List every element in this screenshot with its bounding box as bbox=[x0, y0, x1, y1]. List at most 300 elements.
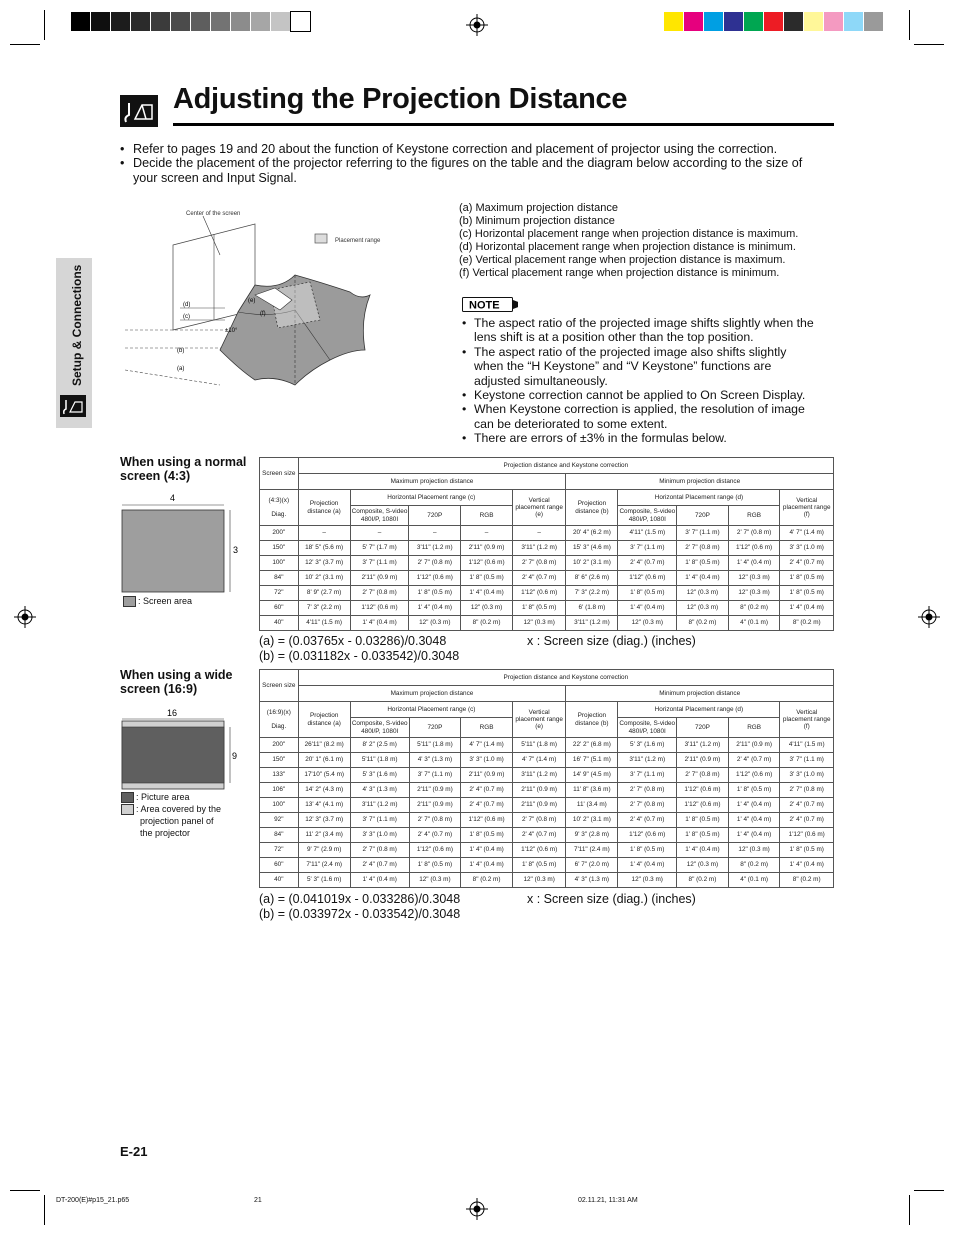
table-cell: 4'11" (1.5 m) bbox=[618, 526, 677, 541]
table-cell: 200" bbox=[260, 526, 299, 541]
table-cell: 60" bbox=[260, 858, 299, 873]
table-cell: 2' 4" (0.7 m) bbox=[350, 858, 409, 873]
crop-mark bbox=[44, 1195, 45, 1225]
table-cell: 7' 3" (2.2 m) bbox=[298, 601, 350, 616]
table-cell: 5' 7" (1.7 m) bbox=[350, 541, 409, 556]
calibration-swatch bbox=[744, 12, 763, 31]
note-label: NOTE bbox=[469, 299, 500, 312]
table-cell: 72" bbox=[260, 586, 299, 601]
table-cell: 10' 2" (3.1 m) bbox=[566, 556, 618, 571]
col-composite: Composite, S-video 480I/P, 1080I bbox=[350, 506, 409, 526]
col-rgb: RGB bbox=[728, 506, 780, 526]
table-cell: 92" bbox=[260, 813, 299, 828]
table-cell: 4'11" (1.5 m) bbox=[780, 738, 834, 753]
table-cell: 12" (0.3 m) bbox=[728, 586, 780, 601]
table-cell: 16' 7" (5.1 m) bbox=[566, 753, 618, 768]
footer-timestamp: 02.11.21, 11:31 AM bbox=[578, 1197, 638, 1204]
table-cell: 12" (0.3 m) bbox=[512, 616, 565, 631]
table-cell: 26'11" (8.2 m) bbox=[298, 738, 350, 753]
col-max: Maximum projection distance bbox=[298, 474, 566, 490]
table-cell: 1'12" (0.6 m) bbox=[728, 768, 780, 783]
diagram-label-e: (e) bbox=[248, 298, 256, 304]
col-screen-size: Screen size bbox=[260, 458, 299, 490]
calibration-swatch bbox=[71, 12, 90, 31]
note-item: • When Keystone correction is applied, the resolution of image can be deteriorated to some extent. bbox=[462, 402, 805, 431]
calibration-swatch bbox=[251, 12, 270, 31]
table-cell: 1' 4" (0.4 m) bbox=[728, 798, 780, 813]
table-cell: 11' (3.4 m) bbox=[566, 798, 618, 813]
normal-width-label: 4 bbox=[170, 493, 176, 503]
table-cell: 2' 4" (0.7 m) bbox=[780, 556, 834, 571]
table-cell: 12" (0.3 m) bbox=[512, 873, 565, 888]
footer-page: 21 bbox=[254, 1197, 262, 1204]
table-cell: 12" (0.3 m) bbox=[677, 601, 729, 616]
table-cell: 2' 7" (0.8 m) bbox=[780, 783, 834, 798]
calibration-swatch bbox=[151, 12, 170, 31]
table-cell: 5' 3" (1.6 m) bbox=[298, 873, 350, 888]
table-row bbox=[260, 586, 834, 601]
table-cell: 14' 9" (4.5 m) bbox=[566, 768, 618, 783]
table-cell: 2'11" (0.9 m) bbox=[677, 753, 729, 768]
table-cell: 1'12" (0.6 m) bbox=[409, 843, 461, 858]
col-720p: 720P bbox=[677, 718, 729, 738]
col-group: Projection distance and Keystone correction bbox=[298, 458, 833, 474]
table-cell: 2' 7" (0.8 m) bbox=[677, 541, 729, 556]
col-720p: 720P bbox=[677, 506, 729, 526]
calibration-swatch bbox=[271, 12, 290, 31]
table-row bbox=[260, 738, 834, 753]
table-cell: 1'12" (0.6 m) bbox=[618, 828, 677, 843]
table-cell: 12" (0.3 m) bbox=[728, 843, 780, 858]
table-cell: 3'11" (1.2 m) bbox=[350, 798, 409, 813]
table-cell: 1'12" (0.6 m) bbox=[728, 541, 780, 556]
table-cell: 10' 2" (3.1 m) bbox=[298, 571, 350, 586]
definition-item: (c) Horizontal placement range when projection distance is maximum. bbox=[459, 228, 799, 240]
table-cell: 1'12" (0.6 m) bbox=[350, 601, 409, 616]
table-cell: 1'12" (0.6 m) bbox=[512, 843, 565, 858]
table-cell: 1' 8" (0.5 m) bbox=[618, 586, 677, 601]
col-diag: (4:3)(x) Diag. bbox=[260, 490, 299, 526]
table-cell: 6' (1.8 m) bbox=[566, 601, 618, 616]
table-cell: 7' 3" (2.2 m) bbox=[566, 586, 618, 601]
calibration-swatch bbox=[724, 12, 743, 31]
col-composite: Composite, S-video 480I/P, 1080I bbox=[618, 506, 677, 526]
col-min: Minimum projection distance bbox=[566, 686, 834, 702]
table-cell: 4" (0.1 m) bbox=[728, 616, 780, 631]
registration-mark-icon bbox=[14, 606, 36, 628]
table-cell: 12" (0.3 m) bbox=[618, 616, 677, 631]
table-cell: 1' 8" (0.5 m) bbox=[677, 813, 729, 828]
table-cell: 84" bbox=[260, 571, 299, 586]
col-composite: Composite, S-video 480I/P, 1080I bbox=[350, 718, 409, 738]
table-cell: 4' 7" (1.4 m) bbox=[461, 738, 513, 753]
table-row bbox=[260, 616, 834, 631]
calibration-swatch bbox=[131, 12, 150, 31]
calibration-swatch bbox=[231, 12, 250, 31]
table-cell: 2' 4" (0.7 m) bbox=[780, 813, 834, 828]
table-cell: 72" bbox=[260, 843, 299, 858]
table-cell: 20' 4" (6.2 m) bbox=[566, 526, 618, 541]
normal-legend: : Screen area bbox=[123, 595, 192, 607]
table-cell: 1'12" (0.6 m) bbox=[512, 586, 565, 601]
table-cell: – bbox=[409, 526, 461, 541]
table-cell: 1' 8" (0.5 m) bbox=[728, 783, 780, 798]
table-cell: 1'12" (0.6 m) bbox=[780, 828, 834, 843]
table-row bbox=[260, 798, 834, 813]
table-cell: 3' 7" (1.1 m) bbox=[618, 541, 677, 556]
table-cell: 2'11" (0.9 m) bbox=[728, 738, 780, 753]
table-cell: 12" (0.3 m) bbox=[618, 873, 677, 888]
col-proj-b: Projection distance (b) bbox=[566, 702, 618, 738]
crop-mark bbox=[44, 10, 45, 40]
table-cell: 10' 2" (3.1 m) bbox=[566, 813, 618, 828]
table-cell: 12" (0.3 m) bbox=[728, 571, 780, 586]
table-cell: 3' 7" (1.1 m) bbox=[618, 768, 677, 783]
table-cell: 1' 8" (0.5 m) bbox=[512, 601, 565, 616]
formula-b: (b) = (0.031182x - 0.033542)/0.3048 bbox=[259, 649, 460, 663]
table-cell: 2' 7" (0.8 m) bbox=[728, 526, 780, 541]
table-cell: 5' 3" (1.6 m) bbox=[350, 768, 409, 783]
note-item: • The aspect ratio of the projected image also shifts slightly when the “H Keystone” and “V Keystone” functions are adjusted simultaneously. bbox=[462, 344, 787, 388]
table-cell: 2' 7" (0.8 m) bbox=[350, 586, 409, 601]
table-cell: 2' 7" (0.8 m) bbox=[409, 556, 461, 571]
table-cell: 2'11" (0.9 m) bbox=[409, 783, 461, 798]
definitions-list bbox=[459, 202, 798, 280]
table-cell: 2'11" (0.9 m) bbox=[461, 541, 513, 556]
table-cell: 11' 2" (3.4 m) bbox=[298, 828, 350, 843]
col-group: Projection distance and Keystone correction bbox=[298, 670, 833, 686]
table-cell: 3' 7" (1.1 m) bbox=[350, 813, 409, 828]
calibration-swatch bbox=[824, 12, 843, 31]
table-cell: 3'11" (1.2 m) bbox=[512, 768, 565, 783]
table-cell: 9' 3" (2.8 m) bbox=[566, 828, 618, 843]
table-cell: 3' 3" (1.0 m) bbox=[350, 828, 409, 843]
calibration-swatch bbox=[804, 12, 823, 31]
table-cell: 2'11" (0.9 m) bbox=[461, 768, 513, 783]
table-cell: 8" (0.2 m) bbox=[728, 601, 780, 616]
table-cell: 8" (0.2 m) bbox=[461, 616, 513, 631]
table-cell: 12' 3" (3.7 m) bbox=[298, 813, 350, 828]
panel-area-swatch bbox=[121, 804, 134, 815]
table-cell: 8" (0.2 m) bbox=[461, 873, 513, 888]
table-cell: 8' 6" (2.6 m) bbox=[566, 571, 618, 586]
table-cell: 5'11" (1.8 m) bbox=[409, 738, 461, 753]
table-cell: 2' 7" (0.8 m) bbox=[618, 798, 677, 813]
table-row bbox=[260, 828, 834, 843]
table-row bbox=[260, 768, 834, 783]
wide-screen-table bbox=[259, 669, 834, 888]
definition-item: (b) Minimum projection distance bbox=[459, 215, 615, 227]
calibration-swatch bbox=[664, 12, 683, 31]
formula-a: (a) = (0.041019x - 0.033286)/0.3048 bbox=[259, 892, 461, 906]
title-rule bbox=[173, 123, 834, 126]
formula-x: x : Screen size (diag.) (inches) bbox=[527, 892, 696, 906]
diagram-label-placement: Placement range bbox=[335, 238, 381, 244]
table-row bbox=[260, 783, 834, 798]
table-cell: 1' 8" (0.5 m) bbox=[461, 828, 513, 843]
table-cell: 4' 3" (1.3 m) bbox=[409, 753, 461, 768]
table-row bbox=[260, 858, 834, 873]
projector-setup-icon bbox=[120, 95, 158, 127]
table-cell: 150" bbox=[260, 541, 299, 556]
table-row bbox=[260, 843, 834, 858]
diagram-label-d: (d) bbox=[183, 302, 191, 308]
table-cell: 8" (0.2 m) bbox=[780, 873, 834, 888]
table-cell: 4' 7" (1.4 m) bbox=[512, 753, 565, 768]
table-cell: 1' 4" (0.4 m) bbox=[780, 601, 834, 616]
table-cell: 5' 3" (1.6 m) bbox=[618, 738, 677, 753]
registration-mark-icon bbox=[466, 14, 488, 36]
table-cell: 3' 7" (1.1 m) bbox=[409, 768, 461, 783]
table-cell: 3' 3" (1.0 m) bbox=[780, 541, 834, 556]
table-cell: 2' 4" (0.7 m) bbox=[461, 798, 513, 813]
normal-height-label: 3 bbox=[233, 545, 239, 555]
table-cell: 4' 3" (1.3 m) bbox=[566, 873, 618, 888]
table-cell: 3' 7" (1.1 m) bbox=[350, 556, 409, 571]
calibration-swatch bbox=[684, 12, 703, 31]
table-cell: 2'11" (0.9 m) bbox=[512, 783, 565, 798]
table-cell: 1' 4" (0.4 m) bbox=[461, 843, 513, 858]
table-cell: 1' 4" (0.4 m) bbox=[461, 586, 513, 601]
table-cell: 106" bbox=[260, 783, 299, 798]
table-cell: 1' 4" (0.4 m) bbox=[350, 873, 409, 888]
diagram-label-center: Center of the screen bbox=[186, 211, 241, 217]
table-cell: 1' 4" (0.4 m) bbox=[728, 813, 780, 828]
col-720p: 720P bbox=[409, 718, 461, 738]
col-rgb: RGB bbox=[461, 718, 513, 738]
table-cell: 17'10" (5.4 m) bbox=[298, 768, 350, 783]
calibration-swatch bbox=[191, 12, 210, 31]
col-max: Maximum projection distance bbox=[298, 686, 566, 702]
note-item: • There are errors of ±3% in the formulas below. bbox=[462, 431, 727, 446]
col-proj-a: Projection distance (a) bbox=[298, 490, 350, 526]
intro-bullet: • Refer to pages 19 and 20 about the function of Keystone correction and placement of projector using the correction. bbox=[120, 142, 778, 156]
table-cell: 2' 4" (0.7 m) bbox=[618, 813, 677, 828]
definition-item: (d) Horizontal placement range when projection distance is minimum. bbox=[459, 241, 796, 253]
table-cell: 2' 4" (0.7 m) bbox=[780, 798, 834, 813]
table-cell: 12" (0.3 m) bbox=[677, 586, 729, 601]
table-cell: 15' 3" (4.6 m) bbox=[566, 541, 618, 556]
col-vert-e: Vertical placement range (e) bbox=[512, 490, 565, 526]
table-cell: 1'12" (0.6 m) bbox=[677, 798, 729, 813]
table-cell: 22' 2" (6.8 m) bbox=[566, 738, 618, 753]
crop-mark bbox=[909, 1195, 910, 1225]
calibration-swatch bbox=[864, 12, 883, 31]
diagram-label-b: (b) bbox=[177, 348, 185, 354]
table-cell: 5'11" (1.8 m) bbox=[512, 738, 565, 753]
table-cell: 3' 3" (1.0 m) bbox=[461, 753, 513, 768]
wide-height-label: 9 bbox=[232, 751, 238, 761]
table-cell: 1'12" (0.6 m) bbox=[409, 571, 461, 586]
note-badge bbox=[462, 297, 518, 312]
table-cell: 2' 7" (0.8 m) bbox=[350, 843, 409, 858]
table-cell: 12' 3" (3.7 m) bbox=[298, 556, 350, 571]
col-720p: 720P bbox=[409, 506, 461, 526]
table-cell: 40" bbox=[260, 616, 299, 631]
table-cell: 3'11" (1.2 m) bbox=[618, 753, 677, 768]
calibration-swatch bbox=[211, 12, 230, 31]
table-cell: 8' 2" (2.5 m) bbox=[350, 738, 409, 753]
calibration-swatch bbox=[764, 12, 783, 31]
table-cell: 3' 7" (1.1 m) bbox=[677, 526, 729, 541]
normal-screen-table bbox=[259, 457, 834, 631]
col-proj-a: Projection distance (a) bbox=[298, 702, 350, 738]
table-cell: 84" bbox=[260, 828, 299, 843]
table-cell: 14' 2" (4.3 m) bbox=[298, 783, 350, 798]
table-cell: 1' 4" (0.4 m) bbox=[780, 858, 834, 873]
formula-x: x : Screen size (diag.) (inches) bbox=[527, 634, 696, 648]
calibration-swatch bbox=[91, 12, 110, 31]
table-cell: 1'12" (0.6 m) bbox=[461, 813, 513, 828]
table-cell: 20' 1" (6.1 m) bbox=[298, 753, 350, 768]
table-cell: 8" (0.2 m) bbox=[677, 873, 729, 888]
col-hor-d: Horizontal Placement range (d) bbox=[618, 490, 780, 506]
table-cell: 1' 8" (0.5 m) bbox=[409, 858, 461, 873]
table-row bbox=[260, 571, 834, 586]
table-row bbox=[260, 601, 834, 616]
diagram-label-c: (c) bbox=[183, 314, 190, 320]
calibration-swatch bbox=[844, 12, 863, 31]
table-cell: 1' 4" (0.4 m) bbox=[677, 571, 729, 586]
page-title: Adjusting the Projection Distance bbox=[173, 83, 628, 115]
table-cell: 4'11" (1.5 m) bbox=[298, 616, 350, 631]
table-cell: 2' 7" (0.8 m) bbox=[512, 813, 565, 828]
table-cell: 200" bbox=[260, 738, 299, 753]
section-tab-label: Setup & Connections bbox=[70, 264, 84, 386]
table-cell: 1' 4" (0.4 m) bbox=[461, 858, 513, 873]
table-cell: 2' 4" (0.7 m) bbox=[618, 556, 677, 571]
placement-range-icon bbox=[315, 234, 327, 243]
table-cell: – bbox=[298, 526, 350, 541]
wide-screen-figure bbox=[118, 705, 248, 795]
table-cell: 9' 7" (2.9 m) bbox=[298, 843, 350, 858]
col-hor-c: Horizontal Placement range (c) bbox=[350, 490, 512, 506]
diagram-label-f: (f) bbox=[260, 311, 266, 317]
screen-area-swatch bbox=[123, 596, 136, 607]
table-cell: 1' 4" (0.4 m) bbox=[677, 843, 729, 858]
formula-a: (a) = (0.03765x - 0.03286)/0.3048 bbox=[259, 634, 447, 648]
table-cell: 7'11" (2.4 m) bbox=[298, 858, 350, 873]
col-diag: (16:9)(x) Diag. bbox=[260, 702, 299, 738]
crop-mark bbox=[914, 44, 944, 45]
table-cell: 2' 4" (0.7 m) bbox=[512, 828, 565, 843]
table-row bbox=[260, 753, 834, 768]
table-row bbox=[260, 541, 834, 556]
wide-screen-heading: When using a wide screen (16:9) bbox=[120, 668, 233, 696]
table-cell: 1' 4" (0.4 m) bbox=[350, 616, 409, 631]
table-cell: 1' 4" (0.4 m) bbox=[728, 556, 780, 571]
table-cell: 100" bbox=[260, 556, 299, 571]
table-cell: 11' 8" (3.6 m) bbox=[566, 783, 618, 798]
table-cell: 60" bbox=[260, 601, 299, 616]
notes-list bbox=[462, 316, 842, 446]
table-cell: 2'11" (0.9 m) bbox=[350, 571, 409, 586]
table-cell: 18' 5" (5.6 m) bbox=[298, 541, 350, 556]
table-cell: 2' 4" (0.7 m) bbox=[728, 753, 780, 768]
projection-distance-diagram bbox=[120, 200, 450, 390]
table-cell: 1' 8" (0.5 m) bbox=[780, 843, 834, 858]
table-cell: 1' 8" (0.5 m) bbox=[409, 586, 461, 601]
table-cell: 1' 8" (0.5 m) bbox=[677, 556, 729, 571]
table-cell: 2' 7" (0.8 m) bbox=[618, 783, 677, 798]
table-row bbox=[260, 873, 834, 888]
table-cell: 1' 8" (0.5 m) bbox=[512, 858, 565, 873]
table-row bbox=[260, 813, 834, 828]
col-screen-size: Screen size bbox=[260, 670, 299, 702]
table-cell: 1' 4" (0.4 m) bbox=[618, 858, 677, 873]
table-cell: 2'11" (0.9 m) bbox=[409, 798, 461, 813]
table-cell: 2' 7" (0.8 m) bbox=[677, 768, 729, 783]
table-cell: 3' 3" (1.0 m) bbox=[780, 768, 834, 783]
table-cell: 3'11" (1.2 m) bbox=[566, 616, 618, 631]
diagram-label-a: (a) bbox=[177, 366, 185, 372]
table-cell: 2' 4" (0.7 m) bbox=[461, 783, 513, 798]
registration-mark-icon bbox=[466, 1198, 488, 1220]
table-cell: 12" (0.3 m) bbox=[409, 616, 461, 631]
table-cell: 2' 4" (0.7 m) bbox=[409, 828, 461, 843]
calibration-swatch bbox=[171, 12, 190, 31]
col-vert-f: Vertical placement range (f) bbox=[780, 490, 834, 526]
table-cell: 1' 8" (0.5 m) bbox=[780, 571, 834, 586]
footer-file: DT-200(E)#p15_21.p65 bbox=[56, 1197, 130, 1204]
table-cell: 8" (0.2 m) bbox=[677, 616, 729, 631]
col-vert-f: Vertical placement range (f) bbox=[780, 702, 834, 738]
table-cell: 12" (0.3 m) bbox=[409, 873, 461, 888]
table-cell: 12" (0.3 m) bbox=[461, 601, 513, 616]
table-cell: 4" (0.1 m) bbox=[728, 873, 780, 888]
wide-width-label: 16 bbox=[167, 708, 178, 718]
table-cell: 1' 8" (0.5 m) bbox=[677, 828, 729, 843]
table-cell: 8" (0.2 m) bbox=[780, 616, 834, 631]
definition-item: (e) Vertical placement range when projection distance is maximum. bbox=[459, 254, 786, 266]
table-cell: 8" (0.2 m) bbox=[728, 858, 780, 873]
projector-setup-icon bbox=[60, 395, 86, 417]
table-cell: 1' 4" (0.4 m) bbox=[618, 601, 677, 616]
calibration-swatch bbox=[111, 12, 130, 31]
formula-b: (b) = (0.033972x - 0.033542)/0.3048 bbox=[259, 907, 461, 921]
wide-legend: : Picture area : Area covered by the projection panel of the projector bbox=[121, 791, 221, 839]
table-cell: 1'12" (0.6 m) bbox=[461, 556, 513, 571]
picture-area-swatch bbox=[121, 792, 134, 803]
table-cell: 6' 7" (2.0 m) bbox=[566, 858, 618, 873]
table-cell: 13' 4" (4.1 m) bbox=[298, 798, 350, 813]
table-cell: 133" bbox=[260, 768, 299, 783]
calibration-swatch bbox=[784, 12, 803, 31]
diagram-label-angle: ±10° bbox=[225, 328, 238, 334]
normal-screen-figure bbox=[118, 490, 248, 612]
note-item: • Keystone correction cannot be applied to On Screen Display. bbox=[462, 388, 806, 403]
table-cell: 1' 8" (0.5 m) bbox=[461, 571, 513, 586]
table-cell: 1' 8" (0.5 m) bbox=[618, 843, 677, 858]
table-cell: 1'12" (0.6 m) bbox=[618, 571, 677, 586]
table-cell: 40" bbox=[260, 873, 299, 888]
registration-mark-icon bbox=[918, 606, 940, 628]
table-cell: 4' 7" (1.4 m) bbox=[780, 526, 834, 541]
table-cell: 3'11" (1.2 m) bbox=[512, 541, 565, 556]
definition-item: (f) Vertical placement range when projection distance is minimum. bbox=[459, 267, 780, 279]
table-cell: 4' 3" (1.3 m) bbox=[350, 783, 409, 798]
page-number: E-21 bbox=[120, 1144, 148, 1159]
col-hor-c: Horizontal Placement range (c) bbox=[350, 702, 512, 718]
table-cell: 2' 4" (0.7 m) bbox=[512, 571, 565, 586]
crop-mark bbox=[10, 1190, 40, 1191]
crop-mark bbox=[10, 44, 40, 45]
table-cell: 3' 7" (1.1 m) bbox=[780, 753, 834, 768]
definition-item: (a) Maximum projection distance bbox=[459, 202, 618, 214]
table-cell: 1' 8" (0.5 m) bbox=[780, 586, 834, 601]
table-cell: 2' 7" (0.8 m) bbox=[409, 813, 461, 828]
section-tab-label-wrap bbox=[56, 258, 92, 388]
